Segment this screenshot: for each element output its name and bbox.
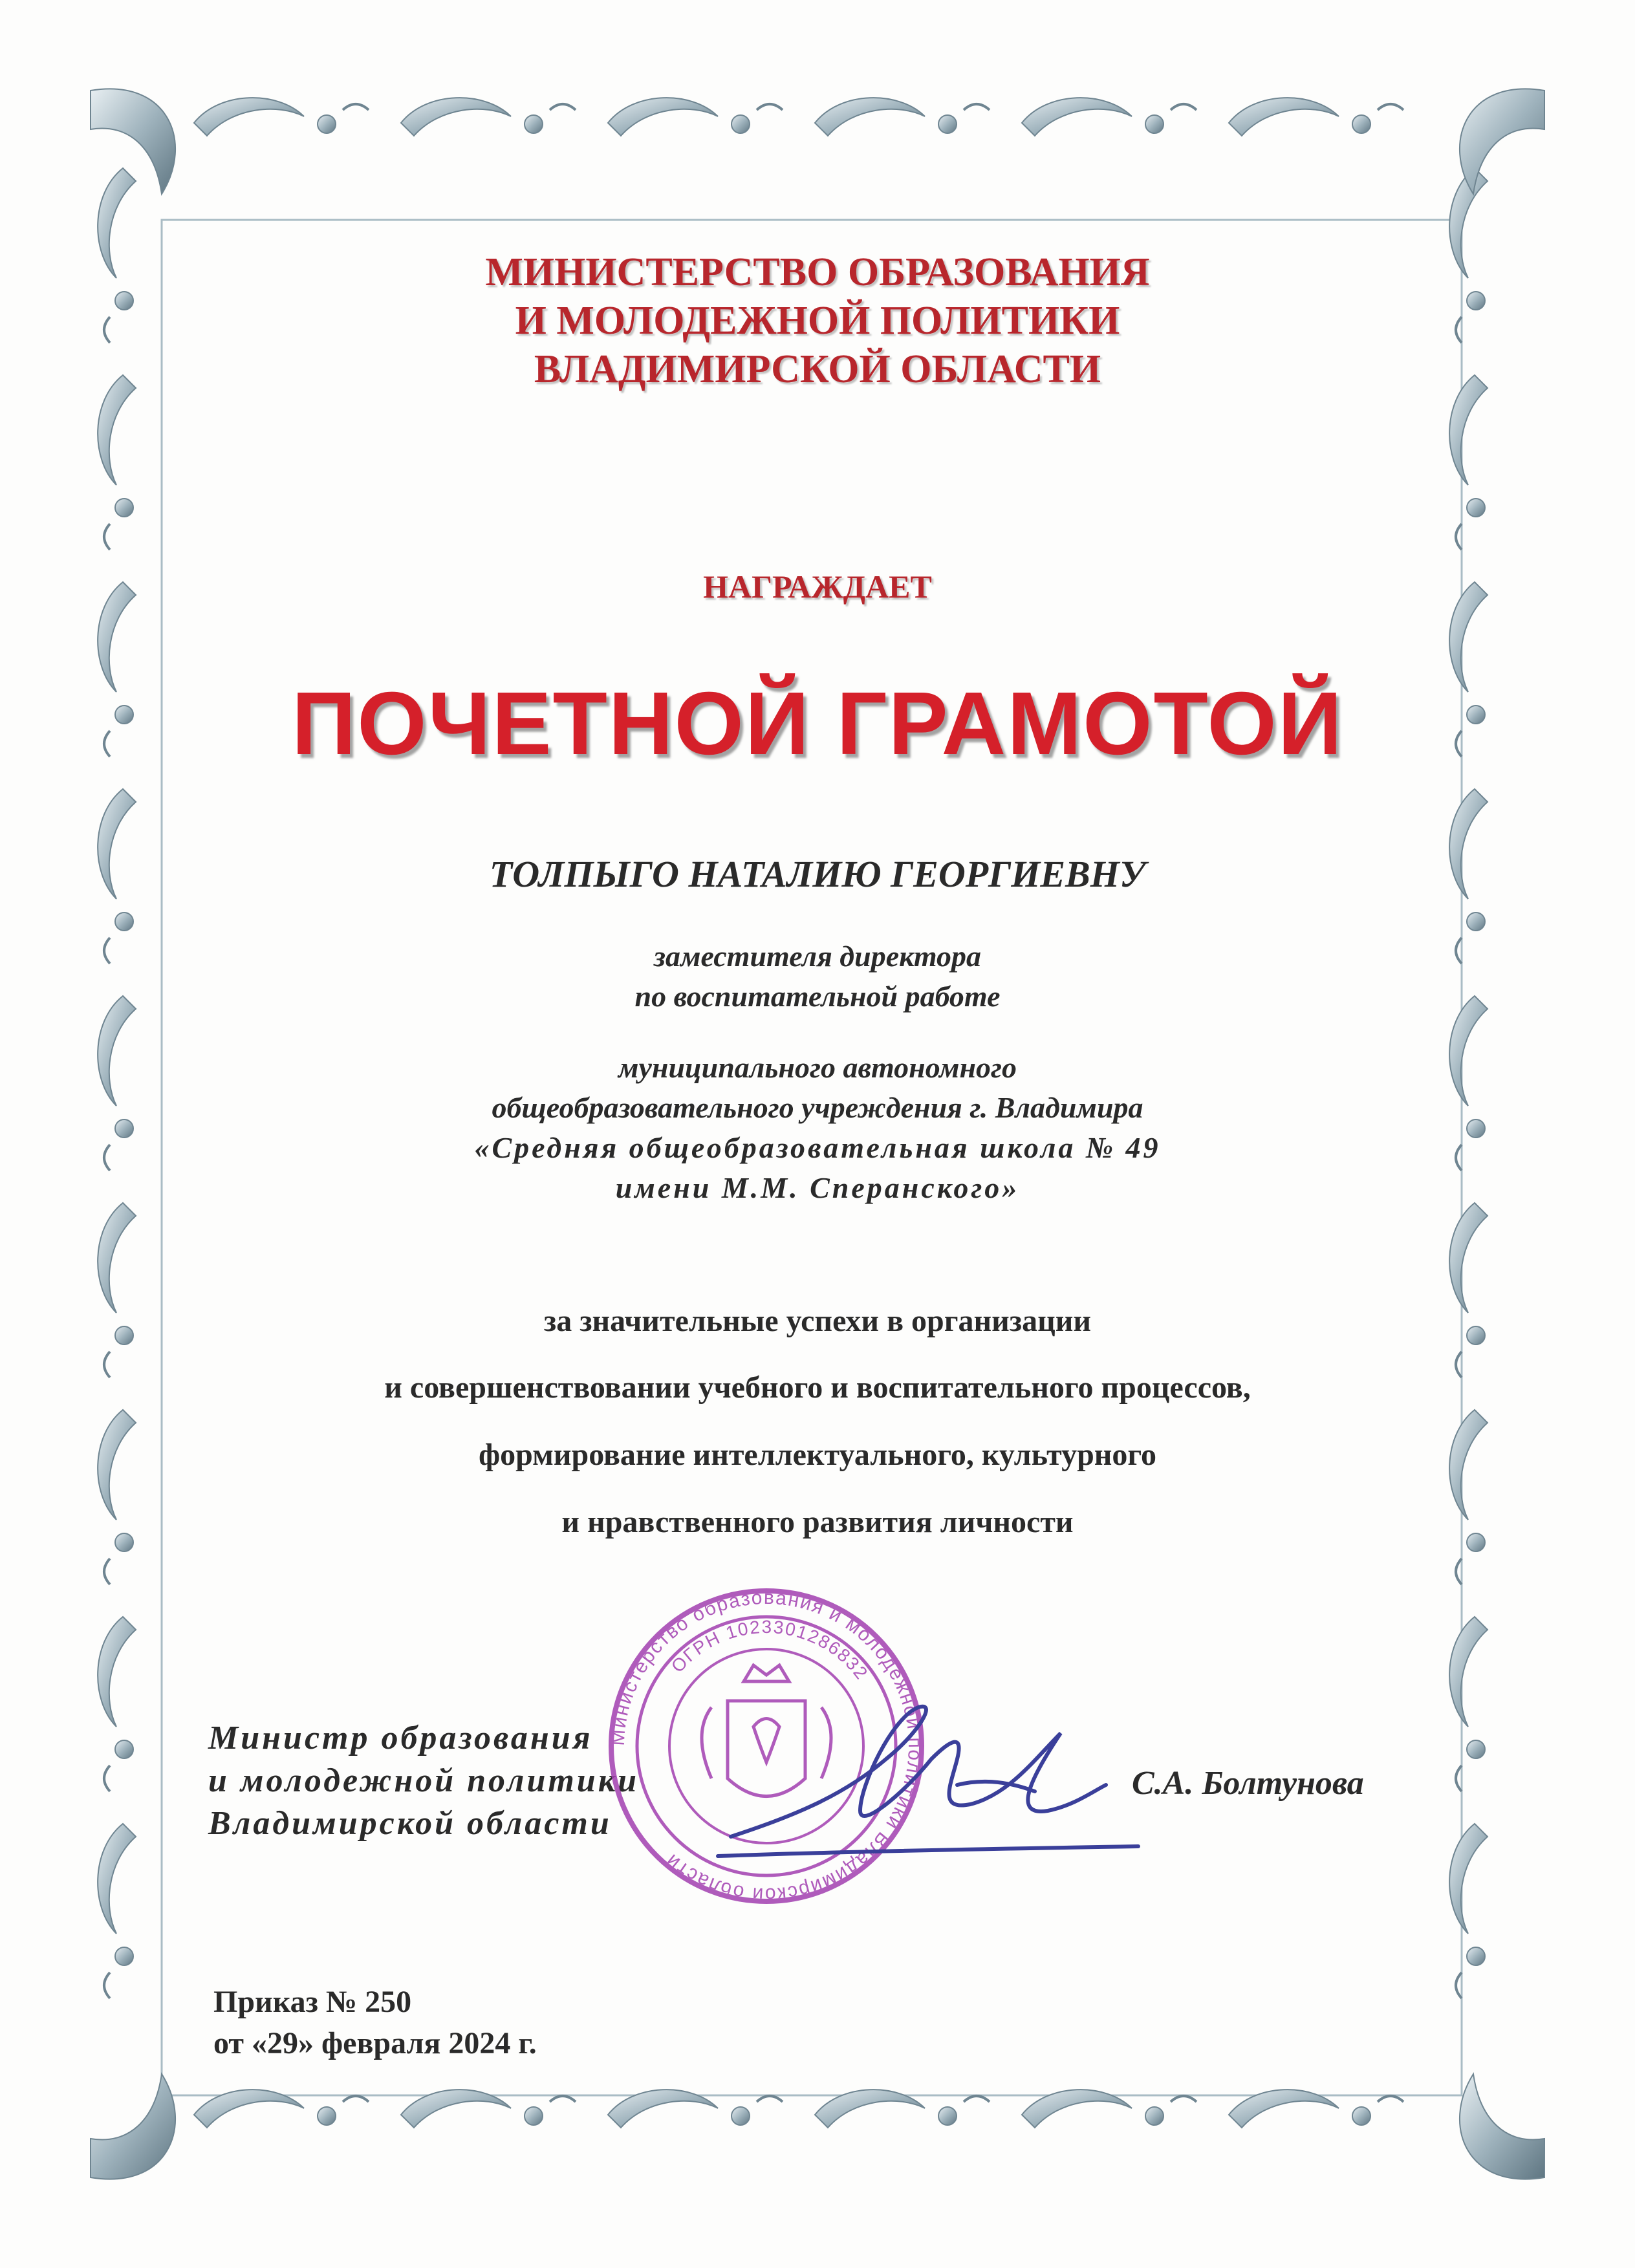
merit-line-1: за значительные успехи в организации bbox=[543, 1304, 1092, 1338]
signatory-title-line-1: Министр образования bbox=[208, 1720, 593, 1756]
organization-line-2: общеобразовательного учреждения г. Владимира bbox=[492, 1091, 1143, 1124]
recipient-position-line-1: заместителя директора bbox=[654, 940, 981, 973]
signatory-title-line-3: Владимирской области bbox=[208, 1805, 612, 1842]
signatory-title-line-2: и молодежной политики bbox=[208, 1762, 640, 1799]
order-date: от «29» февраля 2024 г. bbox=[213, 2026, 537, 2060]
order-number: Приказ № 250 bbox=[213, 1985, 412, 2019]
organization-line-3: «Средняя общеобразовательная школа № 49 bbox=[474, 1131, 1161, 1164]
merit-line-3: формирование интеллектуального, культурного bbox=[478, 1438, 1157, 1472]
recipient-position-line-2: по воспитательной работе bbox=[634, 980, 1001, 1013]
signatory-name: С.А. Болтунова bbox=[1132, 1765, 1364, 1802]
merit-line-2: и совершенствовании учебного и воспитательного процессов, bbox=[384, 1370, 1251, 1405]
recipient-name: ТОЛПЫГО НАТАЛИЮ ГЕОРГИЕВНУ bbox=[489, 853, 1146, 895]
stamp-ogrn-text: ОГРН 1023301286832 bbox=[667, 1616, 872, 1684]
organization-line-4: имени М.М. Сперанского» bbox=[615, 1171, 1020, 1204]
ministry-name-line-2: И МОЛОДЕЖНОЙ ПОЛИТИКИ bbox=[515, 299, 1120, 343]
ministry-name-line-1: МИНИСТЕРСТВО ОБРАЗОВАНИЯ bbox=[485, 250, 1150, 294]
organization-line-1: муниципального автономного bbox=[618, 1051, 1017, 1084]
ministry-name-line-3: ВЛАДИМИРСКОЙ ОБЛАСТИ bbox=[534, 347, 1101, 391]
certificate-title: ПОЧЕТНОЙ ГРАМОТОЙ bbox=[292, 674, 1343, 773]
awards-heading: НАГРАЖДАЕТ bbox=[703, 568, 932, 605]
merit-line-4: и нравственного развития личности bbox=[561, 1505, 1074, 1539]
stamp-ring-text: Министерство образования и молодежной политики Владимирской области bbox=[607, 1586, 926, 1906]
